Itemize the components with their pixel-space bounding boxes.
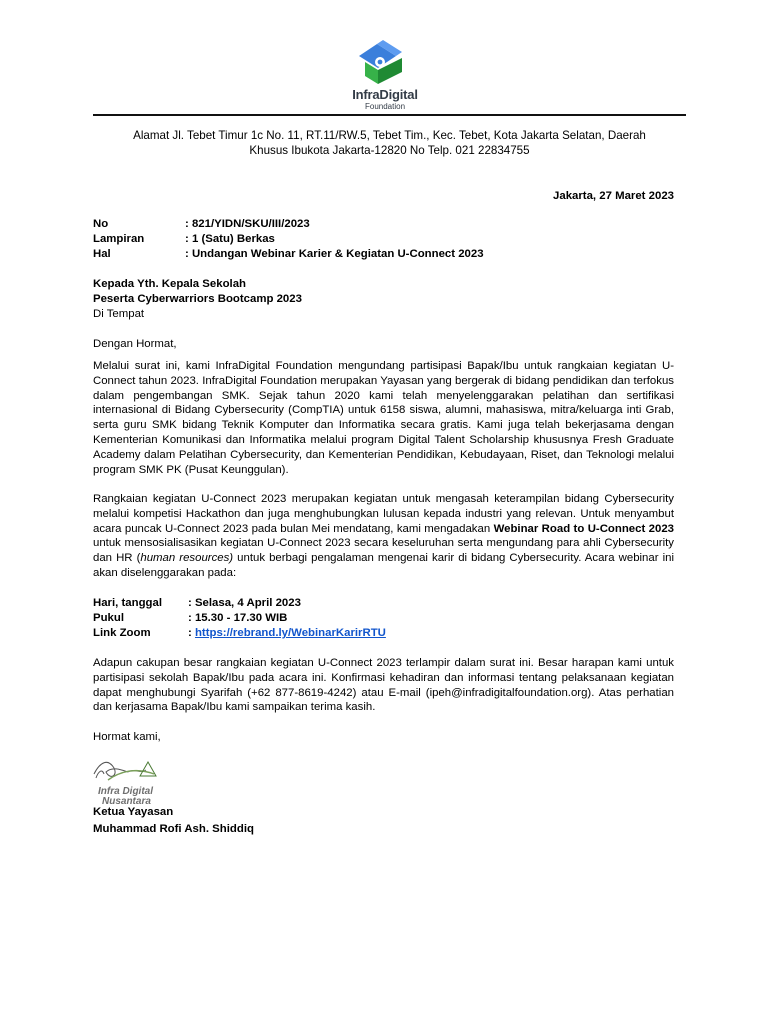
meta-value: : Undangan Webinar Karier & Kegiatan U-Connect 2023 <box>185 248 484 260</box>
logo-name: InfraDigital <box>352 87 418 102</box>
paragraph-intro: Melalui surat ini, kami InfraDigital Foundation mengundang partisipasi Bapak/Ibu untuk rangkaian kegiatan U-Connect tahun 2023. InfraDigital Foundation merupakan Yayasan yang bergerak di bidang pendidikan dan terfokus dalam pengembangan SMK. Sejak tahun 2020 kami telah menyelenggarakan pelatihan dan sertifikasi internasional di Bidang Cybersecurity (CompTIA) untuk 6158 siswa, alumni, mahasiswa, mitra/keluarga inti Grab, serta guru SMK bidang Teknik Komputer dan Informatika secara gratis. Kami juga telah bekerjasama dengan Kementerian Komunikasi dan Informatika melalui program Digital Talent Scholarship khususnya Fresh Graduate Academy dalam Pelatihan Cybersecurity, dan Kementerian Pendidikan, Kebudayaan, Riset, dan Teknologi melalui program SMK PK (Pusat Keunggulan). <box>93 360 674 476</box>
meta-label: Hal <box>93 248 111 260</box>
event-row-time <box>93 611 693 626</box>
header-divider <box>93 114 686 116</box>
meta-row-subject <box>93 247 693 262</box>
foundation-logo <box>340 40 430 114</box>
meta-label: Lampiran <box>93 233 145 245</box>
event-label: Link Zoom <box>93 627 151 639</box>
meta-value: : 821/YIDN/SKU/III/2023 <box>185 218 310 230</box>
event-label: Pukul <box>93 612 125 624</box>
paragraph-event <box>93 492 674 581</box>
hr-term: human resources) <box>140 552 234 565</box>
event-row-date <box>93 596 693 611</box>
paragraph-closing: Adapun cakupan besar rangkaian kegiatan U-Connect 2023 terlampir dalam surat ini. Besar harapan kami untuk partisipasi sekolah Bapak/Ibu pada acara ini. Konfirmasi kehadiran dan informasi tentang pelaksanaan kegiatan dapat menghubungi Syarifah (+62 877-8619-4242) atau E-mail (ipeh@infradigitalfoundation.org). Atas perhatian dan kerjasama Bapak/Ibu kami sampaikan terima kasih. <box>93 657 674 714</box>
recipient-block <box>93 277 302 321</box>
meta-value: : 1 (Satu) Berkas <box>185 233 275 245</box>
event-label: Hari, tanggal <box>93 597 162 609</box>
zoom-colon: : <box>188 627 195 639</box>
logo-subtitle: Foundation <box>364 102 406 111</box>
zoom-link[interactable]: https://rebrand.ly/WebinarKarirRTU <box>194 627 386 639</box>
event-row-zoom <box>93 626 693 641</box>
signer-title: Ketua Yayasan <box>93 806 174 818</box>
stamp-line-2: Nusantara <box>102 796 151 807</box>
paragraph-event-text: untuk berbagi pengalaman mengenai karir di bidang Cybersecurity. Acara webinar ini akan diselenggarakan pada: <box>93 552 674 579</box>
address-line-2: Khusus Ibukota Jakarta-12820 No Telp. 021 22834755 <box>249 143 530 157</box>
recipient-line-3: Di Tempat <box>93 307 145 320</box>
address-line-1: Alamat Jl. Tebet Timur 1c No. 11, RT.11/RW.5, Tebet Tim., Kec. Tebet, Kota Jakarta Selatan, Daerah <box>133 129 646 142</box>
greeting: Dengan Hormat, <box>93 338 177 350</box>
meta-label: No <box>93 218 109 230</box>
paragraph-event-text: untuk mensosialisasikan kegiatan U-Connect 2023 secara keseluruhan serta mengundang para ahli Cybersecurity dan HR ( <box>93 537 674 565</box>
recipient-line-1: Kepada Yth. Kepala Sekolah <box>93 278 246 290</box>
meta-row-number <box>93 217 693 232</box>
signer-name: Muhammad Rofi Ash. Shiddiq <box>93 823 254 835</box>
paragraph-event-text: Rangkaian kegiatan U-Connect 2023 merupakan kegiatan untuk mengasah keterampilan bidang Cybersecurity melalui kompetisi Hackathon dan juga menghubungkan lulusan kepada industri yang relevan. Untuk menyambut acara puncak U-Connect 2023 pada bulan Mei mendatang, kami mengadakan <box>93 493 674 535</box>
meta-row-attachment <box>93 232 693 247</box>
signature-stamp <box>88 752 168 810</box>
address-block <box>93 129 686 159</box>
graduation-cap-icon <box>356 40 414 86</box>
stamp-line-1: Infra Digital <box>98 786 154 797</box>
webinar-title: Webinar Road to U-Connect 2023 <box>493 522 675 535</box>
closing-salutation: Hormat kami, <box>93 731 161 743</box>
event-value <box>188 626 386 641</box>
recipient-line-2: Peserta Cyberwarriors Bootcamp 2023 <box>93 292 302 305</box>
event-value: : 15.30 - 17.30 WIB <box>188 612 288 624</box>
event-value: : Selasa, 4 April 2023 <box>188 597 301 609</box>
letter-date: Jakarta, 27 Maret 2023 <box>553 190 674 202</box>
